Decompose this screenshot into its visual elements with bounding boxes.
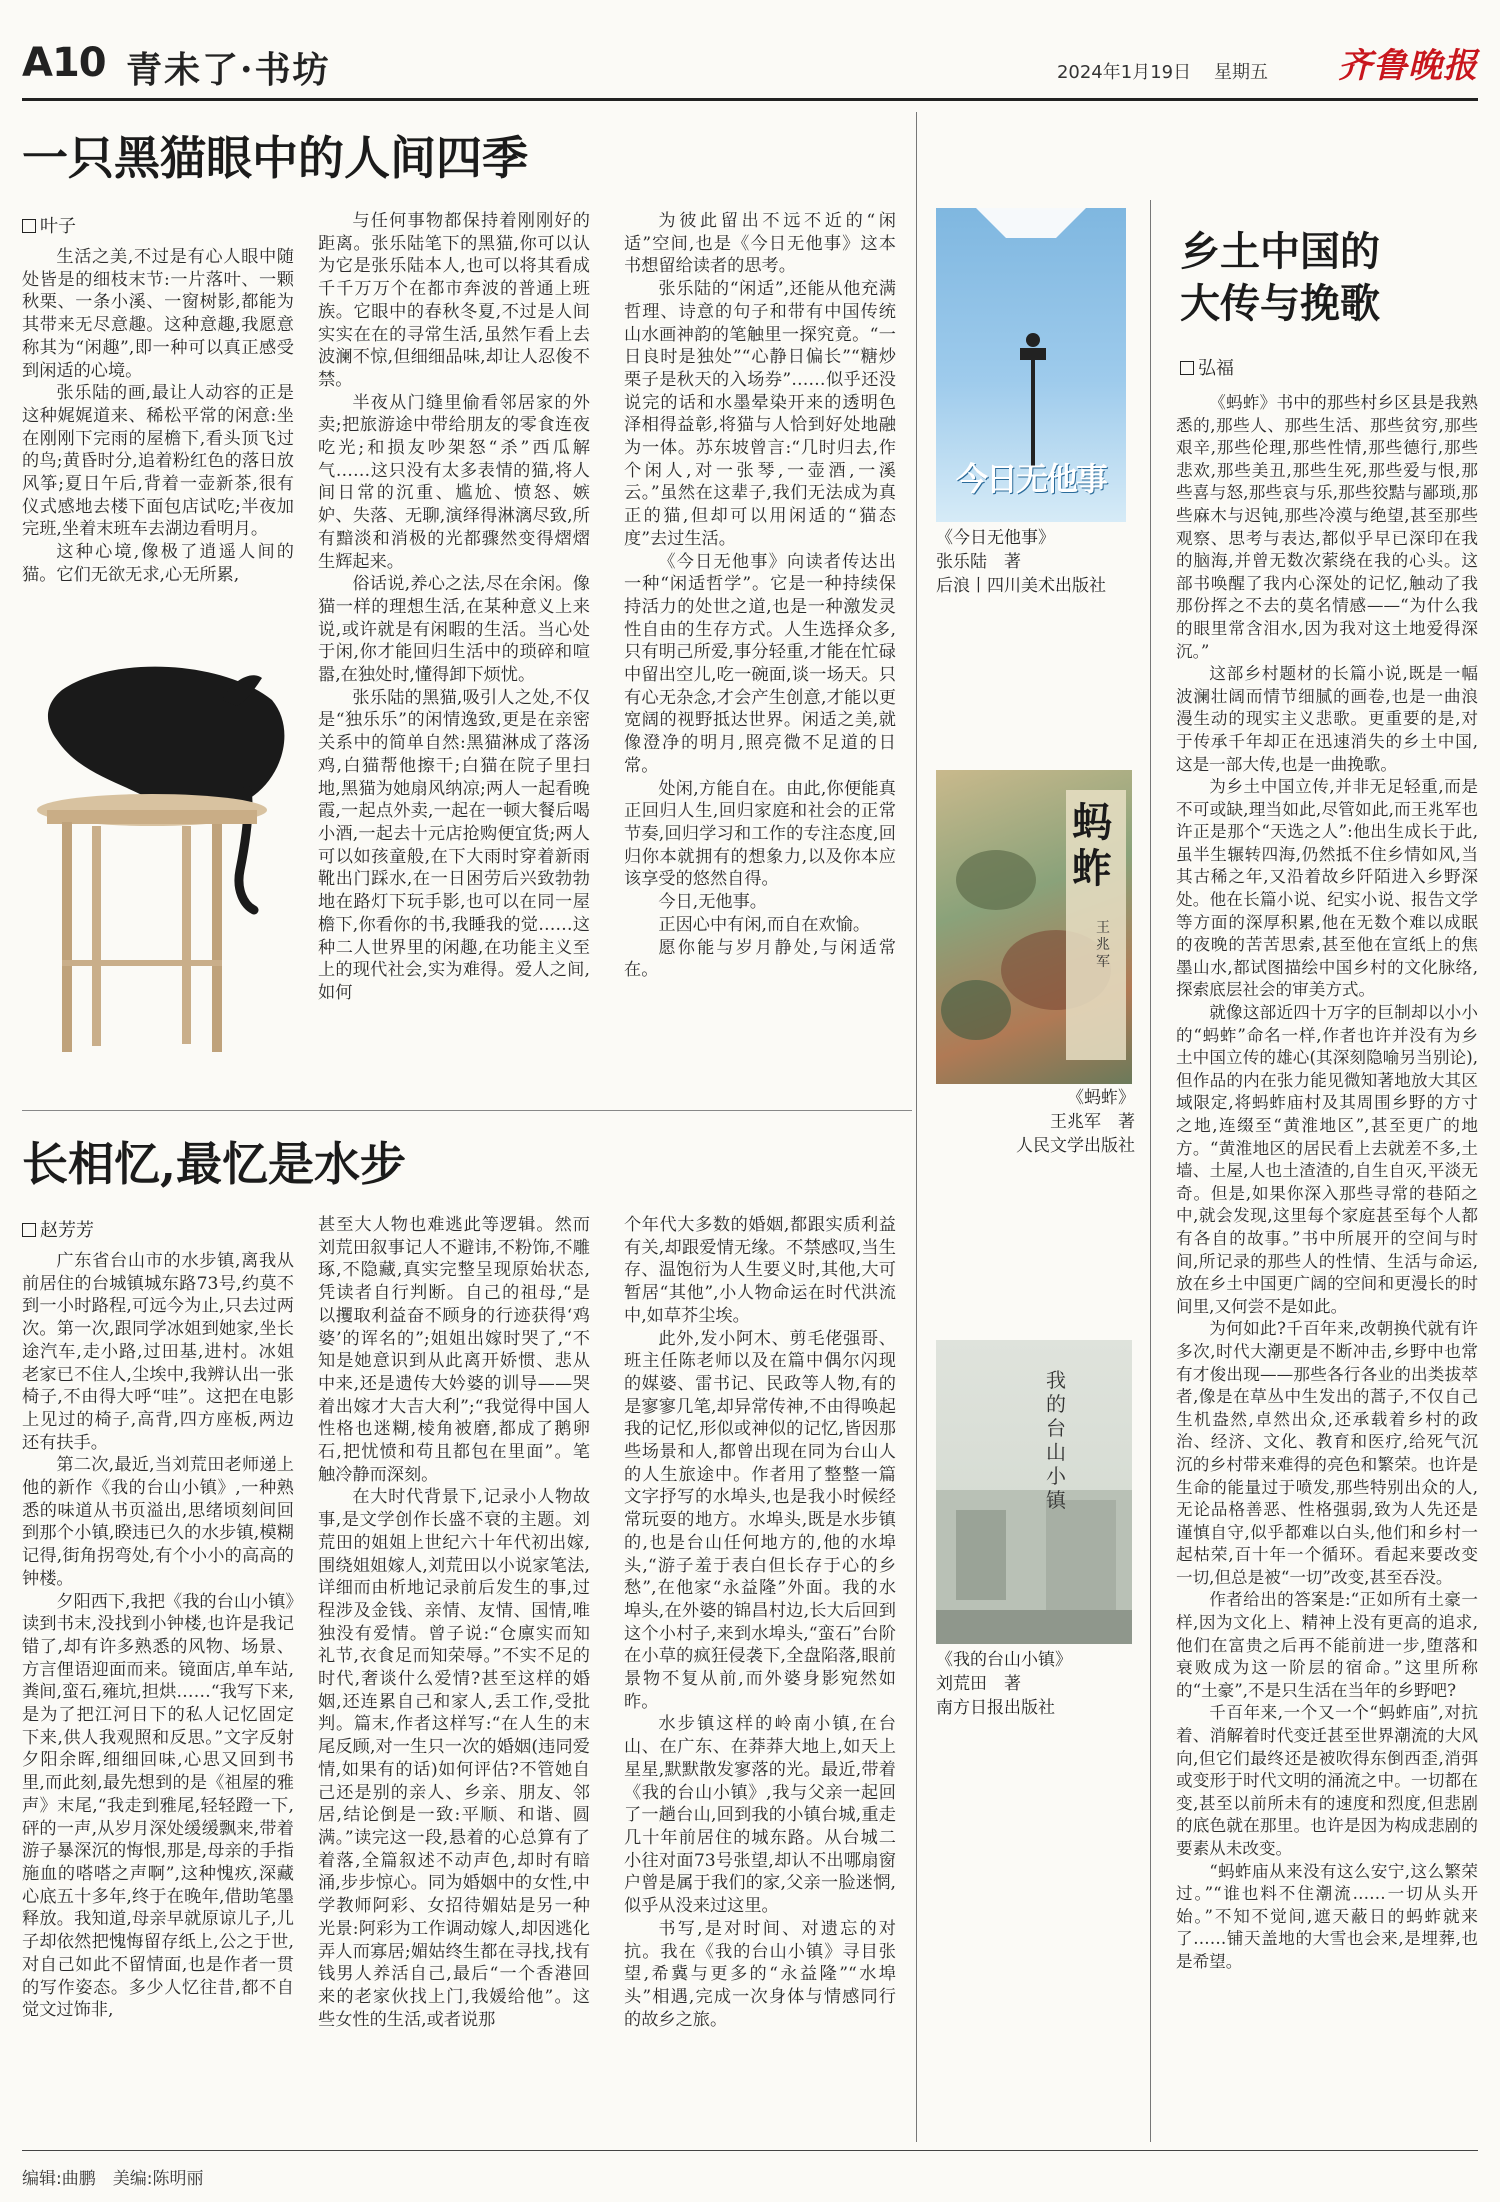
book1-caption (936, 526, 1106, 598)
paragraph: 这种心境,像极了逍遥人间的猫。它们无欲无求,心无所累, (22, 542, 294, 585)
paragraph: 千百年来,一个又一个“蚂蚱庙”,对抗着、消解着时代变迁甚至世界潮流的大风向,但它们最终还是被吹得东倒西歪,消弭或变形于时代文明的涌流之中。一切都在变,甚至以前所未有的速度和烈度,但悲剧的底色就在那里。也许是因为构成悲剧的要素从未改变。 (1176, 1703, 1478, 1858)
article2-column-3 (624, 1214, 896, 2140)
book1-author: 张乐陆 著 (936, 552, 1021, 572)
article2-author: 赵芳芳 (22, 1216, 94, 1242)
article1-column-2 (318, 210, 590, 1092)
header-rule (22, 98, 1478, 101)
article3-title (1180, 226, 1380, 330)
article3-column (1176, 392, 1478, 2144)
section-name: 青未了·书坊 (126, 49, 331, 91)
paragraph: 正因心中有闲,而自在欢愉。 (658, 914, 871, 935)
editor-credit: 编辑:曲鹏 美编:陈明丽 (22, 2169, 204, 2189)
article3-title-line2: 大传与挽歌 (1180, 280, 1380, 327)
paragraph: 书写,是对时间、对遗忘的对抗。我在《我的台山小镇》寻目张望,希冀与更多的“永益隆”“水埠头”相遇,完成一次身体与情感同行的故乡之旅。 (624, 1918, 896, 2030)
paragraph: 此外,发小阿木、剪毛佬强哥、班主任陈老师以及在篇中偶尔闪现的媒婆、雷书记、民政等人物,有的是寥寥几笔,却异常传神,不由得唤起我的记忆,形似或神似的记忆,皆因那些场景和人,都曾出现在同为台山人的人生旅途中。作者用了整整一篇文字抒写的水埠头,也是我小时候经常玩耍的地方。水埠头,既是水步镇的,也是台山任何地方的,他的水埠头,“游子羞于表白但长存于心的乡愁”,在他家“永益隆”外面。我的水埠头,在外婆的锦昌村边,长大后回到这个小村子,来到水埠头,“蛮石”台阶在小草的疯狂侵袭下,全盘陷落,眼前景物不复从前,而外婆身影宛然如昨。 (624, 1328, 896, 1712)
book-cover-taishan (936, 1340, 1132, 1644)
paragraph: 《今日无他事》向读者传达出一种“闲适哲学”。它是一种持续保持活力的处世之道,也是一种激发灵性自由的生存方式。人生选择众多,只有明己所爱,事分轻重,才能在忙碌中留出空儿,吃一碗面,谈一场天。只有心无杂念,才会产生创意,才能以更宽阔的视野抵达世界。闲适之美,就像澄净的明月,照亮微不足道的日常。 (624, 551, 896, 776)
paragraph: “蚂蚱庙从来没有这么安宁,这么繁荣过。”“谁也料不住潮流……一切从头开始。”不知不觉间,遮天蔽日的蚂蚱就来了……铺天盖地的大雪也会来,是埋葬,也是希望。 (1176, 1861, 1478, 1971)
weekday: 星期五 (1214, 62, 1268, 83)
paragraph: 与任何事物都保持着刚刚好的距离。张乐陆笔下的黑猫,你可以认为它是张乐陆本人,也可以将其看成千千万万个在都市奔波的普通上班族。它眼中的春秋冬夏,不过是人间实实在在的寻常生活,虽然乍看上去波澜不惊,但细细品味,却让人忍俊不禁。 (318, 211, 590, 390)
paragraph: 生活之美,不过是有心人眼中随处皆是的细枝末节:一片落叶、一颗秋栗、一条小溪、一窗树影,都能为其带来无尽意趣。这种意趣,我愿意称其为“闲趣”,即一种可以真正感受到闲适的心境。 (22, 247, 294, 381)
article1-column-3 (624, 210, 896, 1092)
paragraph: 甚至大人物也难逃此等逻辑。然而刘荒田叙事记人不避讳,不粉饰,不雕琢,不隐藏,真实完整呈现原始状态,凭读者自行判断。自己的祖母,“是以攫取利益奋不顾身的行迹获得‘鸡婆’的诨名的”;姐姐出嫁时哭了,“不知是她意识到从此离开娇惯、悲从中来,还是遗传大妗婆的训导——哭着出嫁才大吉大利”;“我觉得中国人性格也迷糊,棱角被磨,都成了鹅卵石,把忧愤和苟且都包在里面”。笔触冷静而深刻。 (318, 1215, 590, 1485)
page-number: A10 (22, 40, 106, 86)
book3-title: 《我的台山小镇》 (936, 1650, 1072, 1670)
book-cover-mazha (936, 770, 1132, 1084)
article1-column-1 (22, 246, 294, 650)
paragraph: 处闲,方能自在。由此,你便能真正回归人生,回归家庭和社会的正常节奏,回归学习和工作的专注态度,回归你本就拥有的想象力,以及你本应该享受的悠然自得。 (624, 778, 896, 890)
paragraph: 为彼此留出不远不近的“闲适”空间,也是《今日无他事》这本书想留给读者的思考。 (624, 211, 896, 277)
cover-title: 今日无他事 (955, 460, 1106, 498)
article-divider (22, 1110, 912, 1111)
paragraph: 第二次,最近,当刘荒田老师递上他的新作《我的台山小镇》,一种熟悉的味道从书页溢出,思绪顷刻间回到那个小镇,睽违已久的水步镇,模糊记得,街角拐弯处,有个小小的高高的钟楼。 (22, 1455, 294, 1589)
page-header (22, 30, 1478, 100)
paragraph: 个年代大多数的婚姻,都跟实质利益有关,却跟爱情无缘。不禁感叹,当生存、温饱衍为人生要义时,其他,大可暂居“其他”,小人物命运在时代洪流中,如草芥尘埃。 (624, 1215, 896, 1326)
paragraph: 俗话说,养心之法,尽在余闲。像猫一样的理想生活,在某种意义上来说,或许就是有闲暇的生活。当心处于闲,你才能回归生活中的琐碎和喧嚣,在独处时,懂得卸下烦忧。 (318, 574, 590, 686)
paragraph: 水步镇这样的岭南小镇,在台山、在广东、在莽莽大地上,如天上星星,默默散发寥落的光。最近,带着《我的台山小镇》,我与父亲一起回了一趟台山,回到我的小镇台城,重走几十年前居住的城东路。从台城二小往对面73号张望,却认不出哪扇窗户曾是属于我们的家,父亲一脸迷惘,似乎从没来过这里。 (624, 1714, 896, 1917)
paragraph: 夕阳西下,我把《我的台山小镇》读到书末,没找到小钟楼,也许是我记错了,却有许多熟悉的风物、场景、方言俚语迎面而来。镜面店,单车站,粪间,蛮石,雍坑,担烘……“我写下来,是为了把江河日下的私人记忆固定下来,供人我观照和反思。”文字反射夕阳余晖,细细回味,心思又回到书里,而此刻,最先想到的是《祖屋的雅声》末尾,“我走到雅尾,轻轻蹬一下,砰的一声,从岁月深处缓缓飘来,带着游子暴深沉的悔恨,那是,母亲的手指施血的嗒嗒之声啊”,这种愧疚,深藏心底五十多年,终于在晚年,借助笔墨释放。我知道,母亲早就原谅儿子,儿子却依然把愧悔留存纸上,公之于世,对自己如此不留情面,也是作者一贯的写作姿态。多少人忆往昔,都不自觉文过饰非, (22, 1591, 294, 2021)
book1-title: 《今日无他事》 (936, 528, 1055, 548)
paragraph: 作者给出的答案是:“正如所有土豪一样,因为文化上、精神上没有更高的追求,他们在富贵之后再不能前进一步,堕落和衰败成为这一阶层的宿命。”这里所称的“土豪”,不是只生活在当年的乡野吧? (1176, 1590, 1478, 1700)
paragraph: 为何如此?千百年来,改朝换代就有许多次,时代大潮更是不断冲击,乡野中也常有才俊出现——那些各行各业的出类拔萃者,像是在草丛中生发出的蒿子,不仅自己生机盎然,卓然出众,还承载着乡村的政治、经济、文化、教育和医疗,给死气沉沉的乡村带来难得的亮色和繁荣。也许是生命的能量过于喷发,那些特别出众的人,无论品格善恶、性格强弱,致为人先还是谨慎自守,似乎都难以白头,他们和乡村一起枯荣,百十年一个循环。看起来要改变一切,但总是被“一切”改变,甚至吞没。 (1176, 1319, 1478, 1587)
paragraph: 张乐陆的黑猫,吸引人之处,不仅是“独乐乐”的闲情逸致,更是在亲密关系中的简单自然:黑猫淋成了落汤鸡,白猫帮他擦干;白猫在院子里扫地,黑猫为她扇风纳凉;两人一起看晚霞,一起点外卖,一起在一顿大餐后喝小酒,一起去十元店抢购便宜货;两人可以如孩童般,在下大雨时穿着新雨靴出门踩水,在一日困劳后兴致勃勃地在路灯下玩手影,也可以在同一屋檐下,你看你的书,我睡我的觉……这种二人世界里的闲趣,在功能主义至上的现代社会,实为难得。爱人之间,如何 (318, 687, 590, 1003)
book2-author: 王兆军 著 (1050, 1112, 1135, 1132)
black-cat-illustration (22, 660, 302, 1070)
paragraph: 《蚂蚱》书中的那些村乡区县是我熟悉的,那些人、那些生活、那些贫穷,那些艰辛,那些伦理,那些性情,那些德行,那些悲欢,那些美丑,那些生死,那些爱与恨,那些喜与怒,那些哀与乐,那些狡黠与鄙琐,那些麻木与迟钝,那些冷漠与绝望,甚至那些观察、思考与表达,都似乎早已深印在我的脑海,并曾无数次萦绕在我的心头。这部书唤醒了我内心深处的记忆,触动了我那份挥之不去的莫名情感——“为什么我的眼里常含泪水,因为我对这土地爱得深沉。” (1176, 393, 1478, 661)
cover-title: 蚂蚱 (1072, 799, 1112, 892)
book3-author: 刘荒田 著 (936, 1674, 1021, 1694)
book-cover-jinri (936, 208, 1126, 522)
column-rule-main (916, 112, 917, 2142)
paragraph: 在大时代背景下,记录小人物故事,是文学创作长盛不衰的主题。刘荒田的姐姐上世纪六十年代初出嫁,围绕姐姐嫁人,刘荒田以小说家笔法,详细而由析地记录前后发生的事,过程涉及金钱、亲情、友情、国情,唯独没有爱情。曾子说:“仓廪实而知礼节,衣食足而知荣辱。”不实不足的时代,奢谈什么爱情?甚至这样的婚姻,还连累自己和家人,丢工作,受批判。篇末,作者这样写:“在人生的末尾反顾,对一生只一次的婚姻(违同爱情,如果有的话)如何评估?不管她自己还是别的亲人、乡亲、朋友、邻居,结论倒是一致:平顺、和谐、圆满。”读完这一段,悬着的心总算有了着落,全篇叙述不动声色,却时有暗涌,步步惊心。同为婚姻中的女性,中学教师阿彩、女招待媚姑是另一种光景:阿彩为工作调动嫁人,却因逃化弄人而寡居;媚姑终生都在寻找,找有钱男人养活自己,最后“一个香港回来的老家伙找上门,我媛给他”。这些女性的生活,或者说那 (318, 1487, 590, 2030)
paragraph: 半夜从门缝里偷看邻居家的外卖;把旅游途中带给朋友的零食连夜吃光;和损友吵架怒“杀”西瓜解气……这只没有太多表情的猫,将人间日常的沉重、尴尬、愤怒、嫉妒、失落、无聊,演绎得淋漓尽致,所有黯淡和消极的光都骤然变得熠熠生辉起来。 (318, 392, 590, 572)
cover-title: 我的台山小镇 (1046, 1368, 1066, 1512)
paragraph: 张乐陆的画,最让人动容的正是这种娓娓道来、稀松平常的闲意:坐在刚刚下完雨的屋檐下,看头顶飞过的鸟;黄昏时分,追着粉红色的落日放风筝;夏日午后,背着一壶新茶,很有仪式感地去楼下面包店试吃;半夜加完班,坐着末班车去湖边看明月。 (22, 383, 294, 540)
article2-column-2 (318, 1214, 590, 2140)
date: 2024年1月19日 (1056, 62, 1192, 83)
paragraph: 广东省台山市的水步镇,离我从前居住的台城镇城东路73号,约莫不到一小时路程,可远今为止,只去过两次。第一次,跟同学冰姐到她家,坐长途汽车,走小路,过田基,进村。冰姐老家已不住人,尘埃中,我辨认出一张椅子,不由得大呼“哇”。这把在电影上见过的椅子,高背,四方座板,两边还有扶手。 (22, 1251, 294, 1453)
cover-author: 王兆军 (1096, 920, 1110, 970)
book3-caption (936, 1648, 1072, 1720)
article2-title: 长相忆,最忆是水步 (22, 1137, 407, 1191)
article1-title: 一只黑猫眼中的人间四季 (22, 131, 528, 185)
book2-title: 《蚂蚱》 (1067, 1088, 1135, 1108)
issue-date (1057, 58, 1268, 84)
book1-publisher: 后浪丨四川美术出版社 (936, 576, 1106, 596)
newspaper-logo: 齐鲁晚报 (1338, 46, 1478, 86)
article3-author: 弘福 (1180, 354, 1234, 380)
paragraph: 这部乡村题材的长篇小说,既是一幅波澜壮阔而情节细腻的画卷,也是一曲浪漫生动的现实主义悲歌。更重要的是,对于传承千年却正在迅速消失的乡土中国,这是一部大传,也是一曲挽歌。 (1176, 664, 1478, 774)
column-rule-right (1150, 200, 1151, 2142)
article2-column-1 (22, 1250, 294, 2140)
paragraph: 愿你能与岁月静处,与闲适常在。 (624, 937, 896, 981)
paragraph: 为乡土中国立传,并非无足轻重,而是不可或缺,理当如此,尽管如此,而王兆军也许正是那个“天选之人”:他出生成长于此,虽半生辗转四海,仍然抵不住乡情如风,当其古稀之年,又沿着故乡阡陌进入乡野深处。他在长篇小说、纪实小说、报告文学等方面的深厚积累,他在无数个难以成眠的夜晚的苦苦思索,甚至他在宣纸上的焦墨山水,都试图描绘中国乡村的文化脉络,探索底层社会的审美方式。 (1176, 777, 1478, 1000)
article3-title-line1: 乡土中国的 (1180, 228, 1380, 275)
book3-publisher: 南方日报出版社 (936, 1698, 1055, 1718)
book2-caption (1016, 1086, 1135, 1158)
paragraph: 今日,无他事。 (658, 892, 767, 913)
paragraph: 就像这部近四十万字的巨制却以小小的“蚂蚱”命名一样,作者也许并没有为乡土中国立传的雄心(其深刻隐喻另当别论),但作品的内在张力能见微知著地放大其区域限定,将蚂蚱庙村及其周围乡野的方寸之地,连缀至“黄淮地区”,甚至更广的地方。“黄淮地区的居民看上去就差不多,土墙、土屋,人也土渣渣的,自生自灭,平淡无奇。但是,如果你深入那些寻常的巷陌之中,就会发现,这里每个家庭甚至每个人都有各自的故事。”书中所展开的空间与时间,所记录的那些人的性情、生活与命运,放在乡土中国更广阔的空间和更漫长的时间里,又何尝不是如此。 (1176, 1003, 1478, 1316)
article1-author: 叶子 (22, 212, 76, 238)
paragraph: 张乐陆的“闲适”,还能从他充满哲理、诗意的句子和带有中国传统山水画神韵的笔触里一探究竟。“一日良时是独处”“心静日偏长”“糖炒栗子是秋天的入场券”……似乎还没说完的话和水墨晕染开来的透明色泽相得益彰,将猫与人恰到好处地融为一体。苏东坡曾言:“几时归去,作个闲人,对一张琴,一壶酒,一溪云。”虽然在这辈子,我们无法成为真正的猫,但却可以用闲适的“猫态度”去过生活。 (624, 279, 896, 549)
book2-publisher: 人民文学出版社 (1016, 1136, 1135, 1156)
footer-rule (22, 2150, 1478, 2151)
